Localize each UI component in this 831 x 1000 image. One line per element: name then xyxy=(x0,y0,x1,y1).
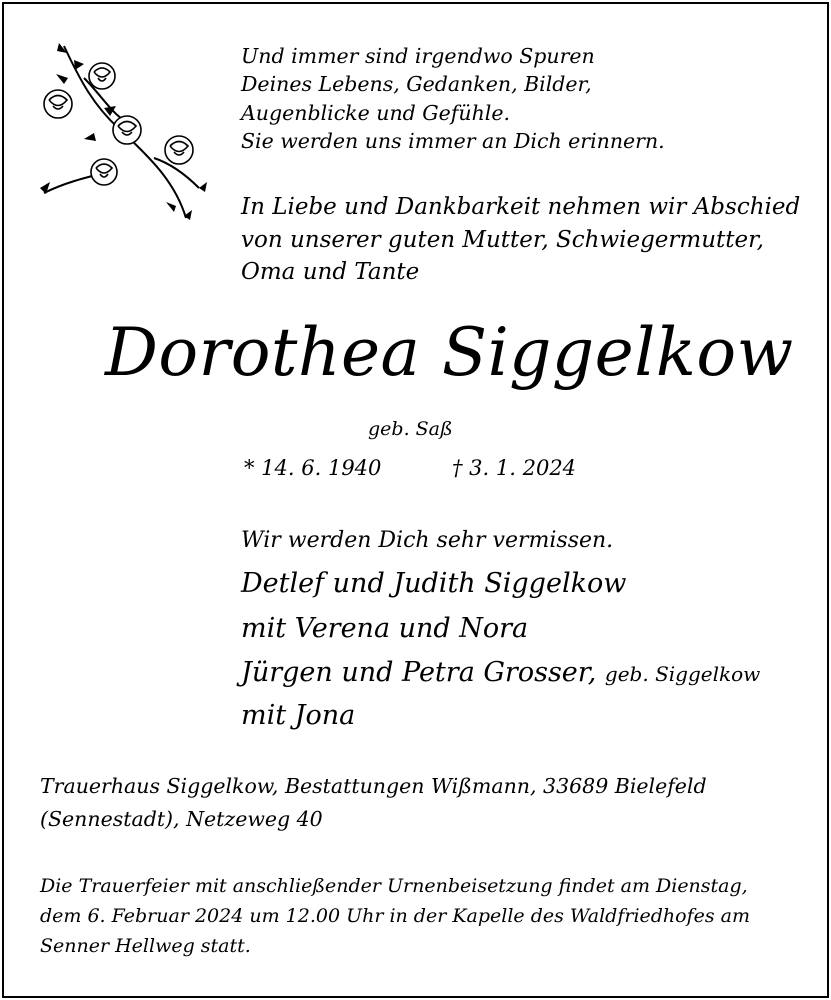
poem-line: Deines Lebens, Gedanken, Bilder, xyxy=(241,72,592,96)
poem-line: Sie werden uns immer an Dich erinnern. xyxy=(241,129,665,153)
family-line-main: Jürgen und Petra Grosser, xyxy=(241,657,597,688)
miss-text: Wir werden Dich sehr vermissen. xyxy=(241,528,614,553)
deceased-name: Dorothea Siggelkow xyxy=(105,314,794,391)
intro-line: In Liebe und Dankbarkeit nehmen wir Abschied xyxy=(241,194,801,220)
family-line: Detlef und Judith Siggelkow xyxy=(241,568,627,599)
notice-line: Senner Hellweg statt. xyxy=(40,935,251,957)
death-date: † 3. 1. 2024 xyxy=(452,456,577,480)
family-line: mit Verena und Nora xyxy=(241,613,529,644)
poem-line: Und immer sind irgendwo Spuren xyxy=(241,44,595,68)
born-name: geb. Saß xyxy=(368,418,453,440)
notice-line: dem 6. Februar 2024 um 12.00 Uhr in der Kapelle des Waldfriedhofes am xyxy=(40,905,751,927)
intro-line: von unserer guten Mutter, Schwiegermutter, xyxy=(241,227,764,253)
address-line: Trauerhaus Siggelkow, Bestattungen Wißmann, 33689 Bielefeld xyxy=(40,774,707,798)
intro-line: Oma und Tante xyxy=(241,259,420,285)
family-line xyxy=(241,657,760,688)
address-line: (Sennestadt), Netzeweg 40 xyxy=(40,807,323,831)
family-line: mit Jona xyxy=(241,700,356,731)
family-line-born: geb. Siggelkow xyxy=(604,662,761,686)
rose-branch-icon xyxy=(34,38,214,226)
notice-line: Die Trauerfeier mit anschließender Urnenbeisetzung findet am Dienstag, xyxy=(40,875,748,897)
poem-line: Augenblicke und Gefühle. xyxy=(241,101,511,125)
birth-date: * 14. 6. 1940 xyxy=(244,456,382,480)
